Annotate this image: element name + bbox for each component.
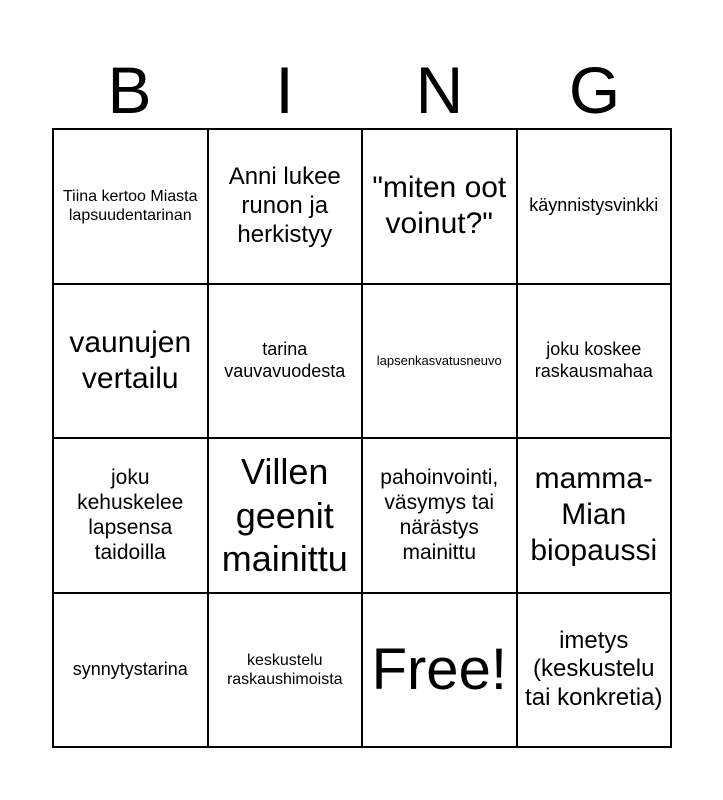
header-letter-i: I	[275, 53, 294, 127]
free-space-cell[interactable]: Free!	[362, 593, 517, 748]
bingo-cell[interactable]: Anni lukee runon ja herkistyy	[208, 129, 363, 284]
bingo-cell[interactable]: "miten oot voinut?"	[362, 129, 517, 284]
bingo-cell[interactable]: mamma-Mian biopaussi	[517, 438, 672, 593]
bingo-cell[interactable]: tarina vauvavuodesta	[208, 284, 363, 439]
bingo-header	[52, 52, 672, 128]
bingo-board	[52, 128, 672, 748]
header-letter-n: N	[415, 53, 464, 127]
bingo-cell[interactable]: Tiina kertoo Miasta lapsuudentarinan	[53, 129, 208, 284]
bingo-cell[interactable]: synnytystarina	[53, 593, 208, 748]
bingo-cell[interactable]: käynnistysvinkki	[517, 129, 672, 284]
bingo-cell[interactable]: lapsenkasvatusneuvo	[362, 284, 517, 439]
header-letter-g: G	[568, 53, 621, 127]
bingo-cell[interactable]: joku koskee raskausmahaa	[517, 284, 672, 439]
bingo-cell[interactable]: keskustelu raskaushimoista	[208, 593, 363, 748]
bingo-cell[interactable]: vaunujen vertailu	[53, 284, 208, 439]
bingo-cell[interactable]: pahoinvointi, väsymys tai närästys mainittu	[362, 438, 517, 593]
bingo-cell[interactable]: imetys (keskustelu tai konkretia)	[517, 593, 672, 748]
bingo-cell[interactable]: joku kehuskelee lapsensa taidoilla	[53, 438, 208, 593]
bingo-cell[interactable]: Villen geenit mainittu	[208, 438, 363, 593]
header-letter-b: B	[107, 53, 152, 127]
